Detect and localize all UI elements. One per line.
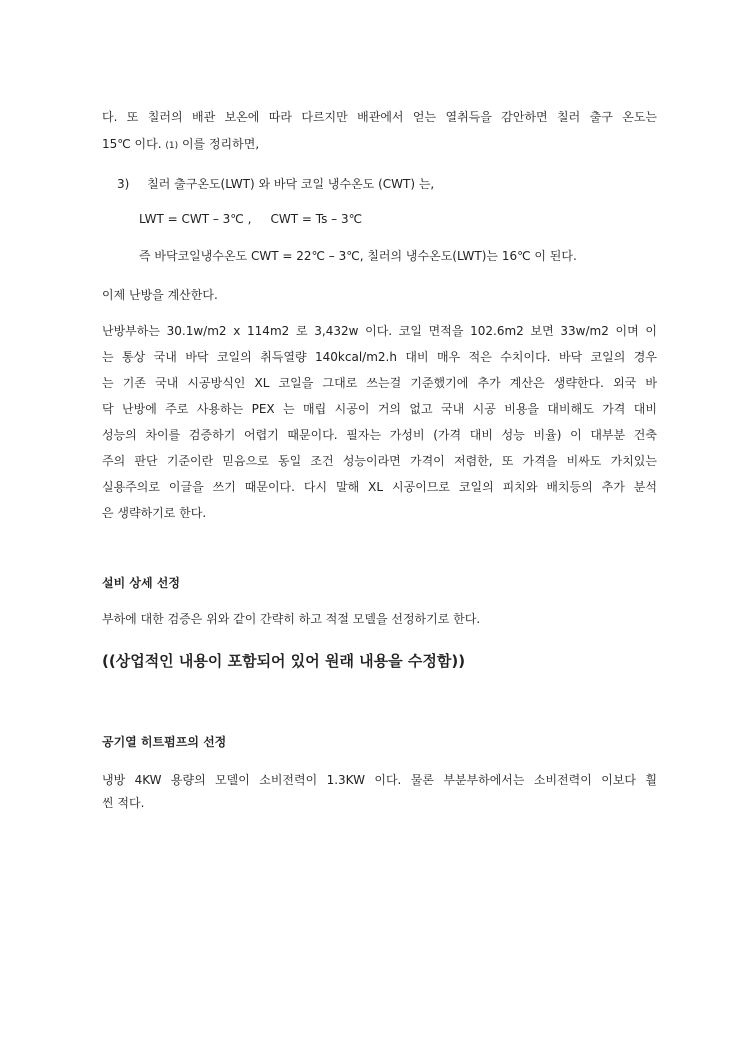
intro-line-2 [102,136,259,154]
heat-pump-line: 씬 적다. [102,796,145,810]
intro-line-1: 다. 또 칠러의 배관 보온에 따라 다르지만 배관에서 얻는 열취득을 감안하면 칠러 출구 온도는 [102,110,657,124]
formula-line: LWT = CWT – 3℃ , CWT = Ts – 3℃ [139,212,363,226]
heating-paragraph-line: 성능의 차이를 검증하기 어렵기 때문이다. 필자는 가성비 (가격 대비 성능 비율) 이 대부분 건축 [102,428,657,442]
list-item-number: 3) [117,177,130,191]
notice-modified-content: ((상업적인 내용이 포함되어 있어 원래 내용을 수정함)) [102,652,466,670]
heating-paragraph-line: 주의 판단 기준이란 믿음으로 동일 조건 성능이라면 가격이 저렴한, 또 가격을 비싸도 가치있는 [102,454,657,468]
list-item-3 [117,176,434,192]
list-item-text: 칠러 출구온도(LWT) 와 바닥 코일 냉수온도 (CWT) 는, [147,177,435,191]
section-heading-equipment: 설비 상세 선정 [102,576,180,590]
heat-pump-line: 냉방 4KW 용량의 모델이 소비전력이 1.3KW 이다. 물론 부분부하에서는 소비전력이 이보다 훨 [102,773,657,787]
heating-paragraph-line: 는 기존 국내 시공방식인 XL 코일을 그대로 쓰는걸 기준했기에 추가 계산은 생략한다. 외국 바 [102,376,657,390]
result-line: 즉 바닥코일냉수온도 CWT = 22℃ – 3℃, 칠러의 냉수온도(LWT)는 16℃ 이 된다. [139,249,577,263]
section-heading-heat-pump: 공기열 히트펌프의 선정 [102,735,227,749]
heating-paragraph-line: 는 통상 국내 바닥 코일의 취득열량 140kcal/m2.h 대비 매우 적은 수치이다. 바닥 코일의 경우 [102,350,657,364]
intro-line-2-tail: 이를 정리하면, [181,137,260,151]
heating-intro: 이제 난방을 계산한다. [102,288,218,302]
heating-paragraph-line: 은 생략하기로 한다. [102,506,207,520]
heating-paragraph-line: 실용주의로 이글을 쓰기 때문이다. 다시 말해 XL 시공이므로 코일의 피치와 배치등의 추가 분석 [102,480,657,494]
heating-paragraph-line: 닥 난방에 주로 사용하는 PEX 는 매립 시공이 거의 없고 국내 시공 비용을 대비해도 가격 대비 [102,402,657,416]
heating-paragraph-line: 난방부하는 30.1w/m2 x 114m2 로 3,432w 이다. 코일 면적을 102.6m2 보면 33w/m2 이며 이 [102,324,657,338]
footnote-ref: (1) [165,141,179,151]
section-text-equipment: 부하에 대한 검증은 위와 같이 간략히 하고 적절 모델을 선정하기로 한다. [102,612,481,626]
intro-line-2-text: 15℃ 이다. [102,137,162,151]
